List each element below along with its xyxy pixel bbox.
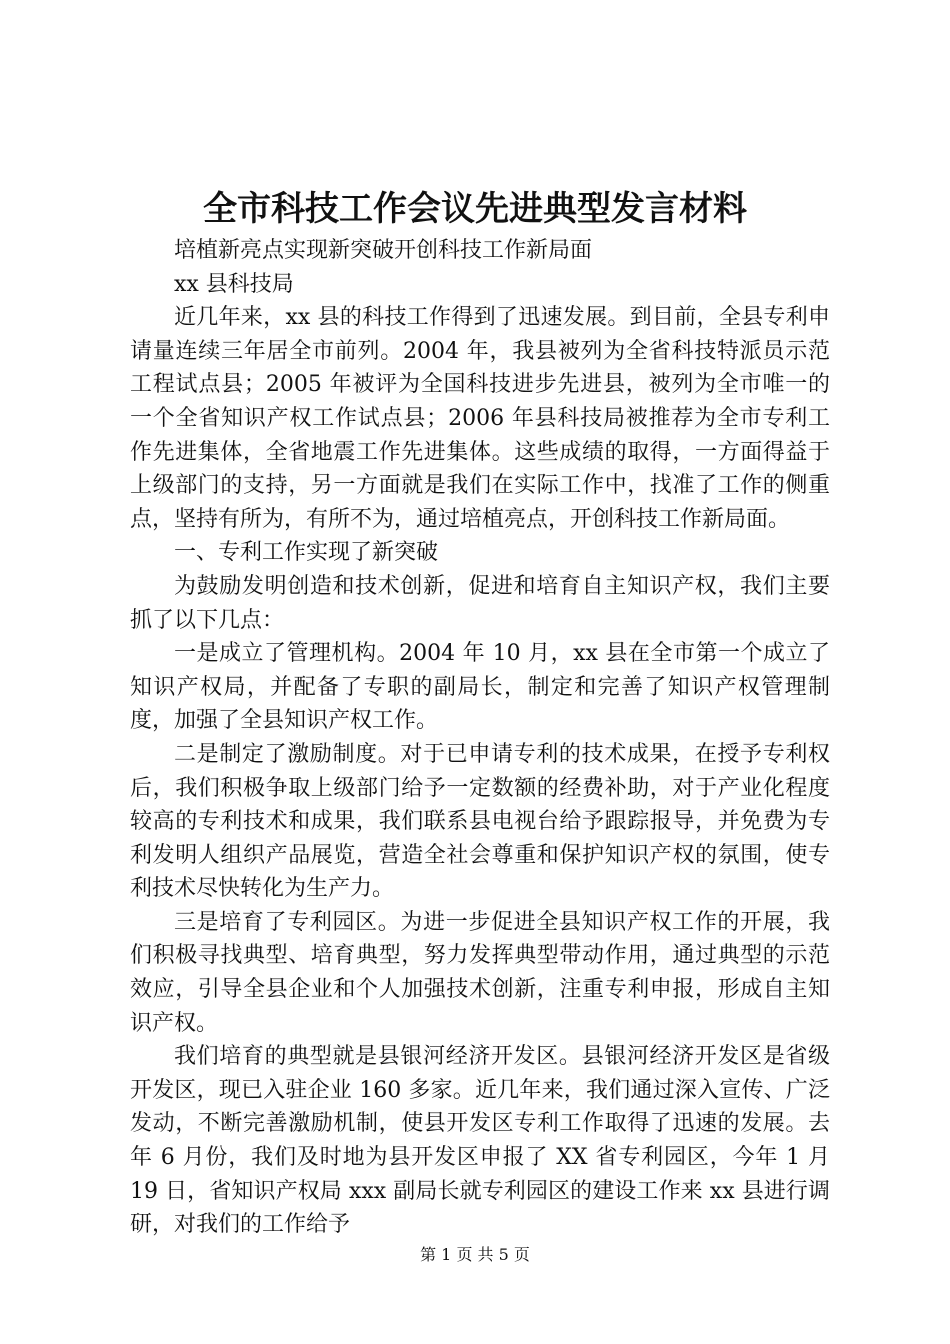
document-subtitle: 培植新亮点实现新突破开创科技工作新局面 (174, 238, 593, 263)
document-title: 全市科技工作会议先进典型发言材料 (203, 189, 747, 229)
document-author: xx 县科技局 (174, 271, 294, 297)
document-body (130, 234, 830, 1242)
paragraph: 我们培育的典型就是县银河经济开发区。县银河经济开发区是省级开发区，现已入驻企业 160 多家。近几年来，我们通过深入宣传、广泛发动，不断完善激励机制，使县开发区专利工作取得了迅速的发展。去年 6 月份，我们及时地为县开发区申报了 XX 省专利园区，今年 1 月 19 日，省知识产权局 xxx 副局长就专利园区的建设工作来 xx 县进行调研，对我们的工作给予 (130, 1044, 830, 1238)
page-footer: 第 1 页 共 5 页 (420, 1245, 530, 1264)
paragraph: 为鼓励发明创造和技术创新，促进和培育自主知识产权，我们主要抓了以下几点： (130, 573, 830, 633)
paragraph: 三是培育了专利园区。为进一步促进全县知识产权工作的开展，我们积极寻找典型、培育典型，努力发挥典型带动作用，通过典型的示范效应，引导全县企业和个人加强技术创新，注重专利申报，形成自主知识产权。 (130, 909, 830, 1036)
paragraph: 一是成立了管理机构。2004 年 10 月，xx 县在全市第一个成立了知识产权局，并配备了专职的副局长，制定和完善了知识产权管理制度，加强了全县知识产权工作。 (130, 641, 830, 734)
section-heading: 一、专利工作实现了新突破 (174, 540, 439, 566)
paragraph-intro: 近几年来，xx 县的科技工作得到了迅速发展。到目前，全县专利申请量连续三年居全市前列。2004 年，我县被列为全省科技特派员示范工程试点县；2005 年被评为全国科技进步先进县，被列为全市唯一的一个全省知识产权工作试点县；2006 年县科技局被推荐为全市专利工作先进集体，全省地震工作先进集体。这些成绩的取得，一方面得益于上级部门的支持，另一方面就是我们在实际工作中，找准了工作的侧重点，坚持有所为，有所不为，通过培植亮点，开创科技工作新局面。 (130, 305, 830, 532)
paragraph: 二是制定了激励制度。对于已申请专利的技术成果，在授予专利权后，我们积极争取上级部门给予一定数额的经费补助，对于产业化程度较高的专利技术和成果，我们联系县电视台给予跟踪报导，并免费为专利发明人组织产品展览，营造全社会尊重和保护知识产权的氛围，使专利技术尽快转化为生产力。 (130, 741, 830, 902)
